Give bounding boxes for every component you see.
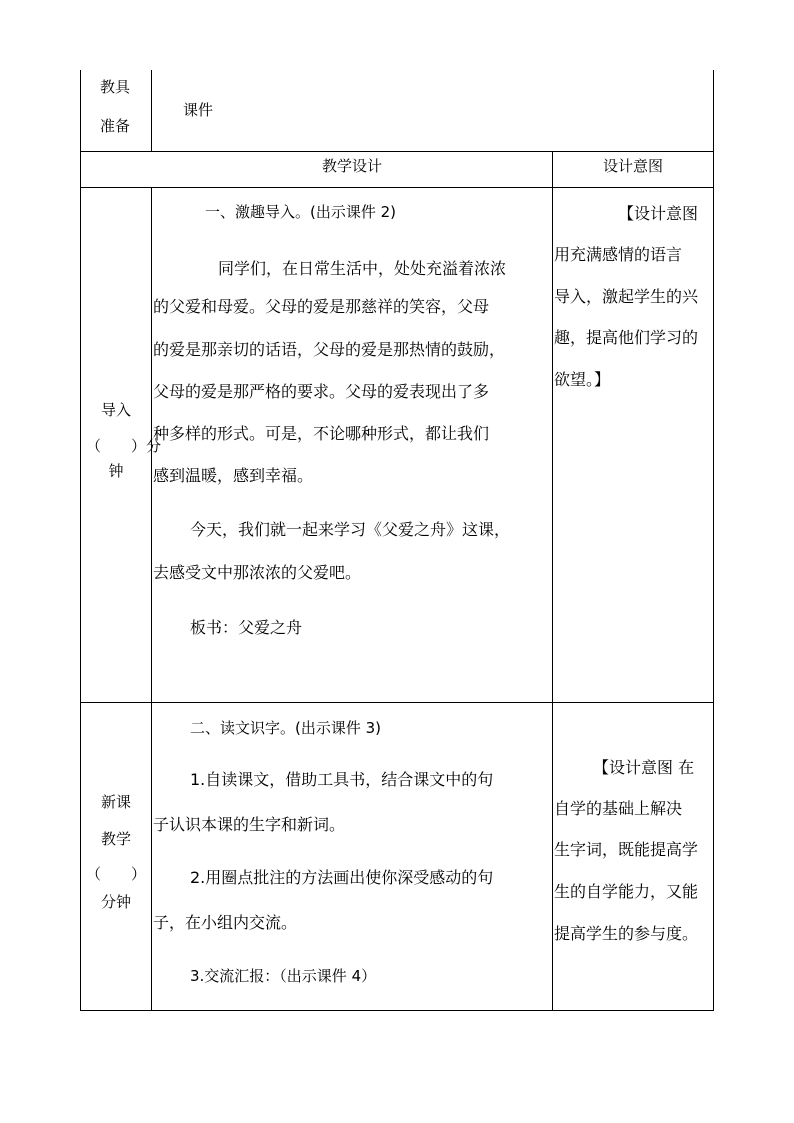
section-label: 分钟 [100,893,131,911]
table-border-bottom [80,1010,714,1011]
intent-column-divider [552,151,553,1011]
section-label: （ ）分 [86,437,162,455]
list-item: 2.用圈点批注的方法画出使你深受感动的句 [190,868,494,887]
intent-line: 导入，激起学生的兴 [554,287,699,306]
tools-label: 准备 [100,117,131,135]
paragraph-line: 去感受文中那浓浓的父爱吧。 [153,563,362,582]
section-label: 钟 [108,462,124,480]
list-item: 1.自读课文，借助工具书，结合课文中的句 [190,770,494,789]
section-heading: 一、激趣导入。(出示课件 2) [205,203,397,221]
section-label: （ ） [86,865,147,883]
paragraph-line: 种多样的形式。可是，不论哪种形式，都让我们 [153,424,490,443]
section-label: 新课 [100,793,131,811]
board-text: 板书：父爱之舟 [190,618,303,637]
intent-line: 提高学生的参与度。 [554,924,699,943]
section-label: 教学 [100,830,131,848]
paragraph-line: 父母的爱是那严格的要求。父母的爱表现出了多 [153,382,490,401]
row-divider [80,151,714,152]
table-border-left [80,70,81,1011]
list-item: 子，在小组内交流。 [153,913,298,932]
section-heading: 二、读文识字。(出示课件 3) [190,719,382,737]
list-item: 子认识本课的生字和新词。 [153,815,346,834]
intent-line: 趣，提高他们学习的 [554,328,699,347]
row-divider [80,702,714,703]
column-header-design: 教学设计 [321,157,382,175]
paragraph-line: 的父爱和母爱。父母的爱是那慈祥的笑容，父母 [153,297,490,316]
paragraph-line: 感到温暖，感到幸福。 [153,466,314,485]
label-column-divider [151,70,152,151]
section-label: 导入 [100,401,131,419]
intent-line: 【设计意图 在 [593,758,695,777]
intent-line: 【设计意图 [618,204,699,223]
tools-value: 课件 [183,101,214,119]
paragraph-line: 今天，我们就一起来学习《父爱之舟》这课， [190,520,511,539]
intent-line: 用充满感情的语言 [554,245,683,264]
paragraph-line: 同学们，在日常生活中，处处充溢着浓浓 [218,259,507,278]
intent-line: 生字词，既能提高学 [554,840,699,859]
intent-line: 欲望。】 [554,370,611,389]
column-header-intent: 设计意图 [602,157,663,175]
row-divider [80,187,714,188]
tools-label: 教具 [100,78,131,96]
intent-line: 生的自学能力，又能 [554,882,699,901]
paragraph-line: 的爱是那亲切的话语，父母的爱是那热情的鼓励， [153,340,506,359]
intent-line: 自学的基础上解决 [554,799,683,818]
table-border-right [713,70,714,1011]
label-column-divider [151,187,152,1011]
list-item: 3.交流汇报：（出示课件 4） [190,967,377,985]
